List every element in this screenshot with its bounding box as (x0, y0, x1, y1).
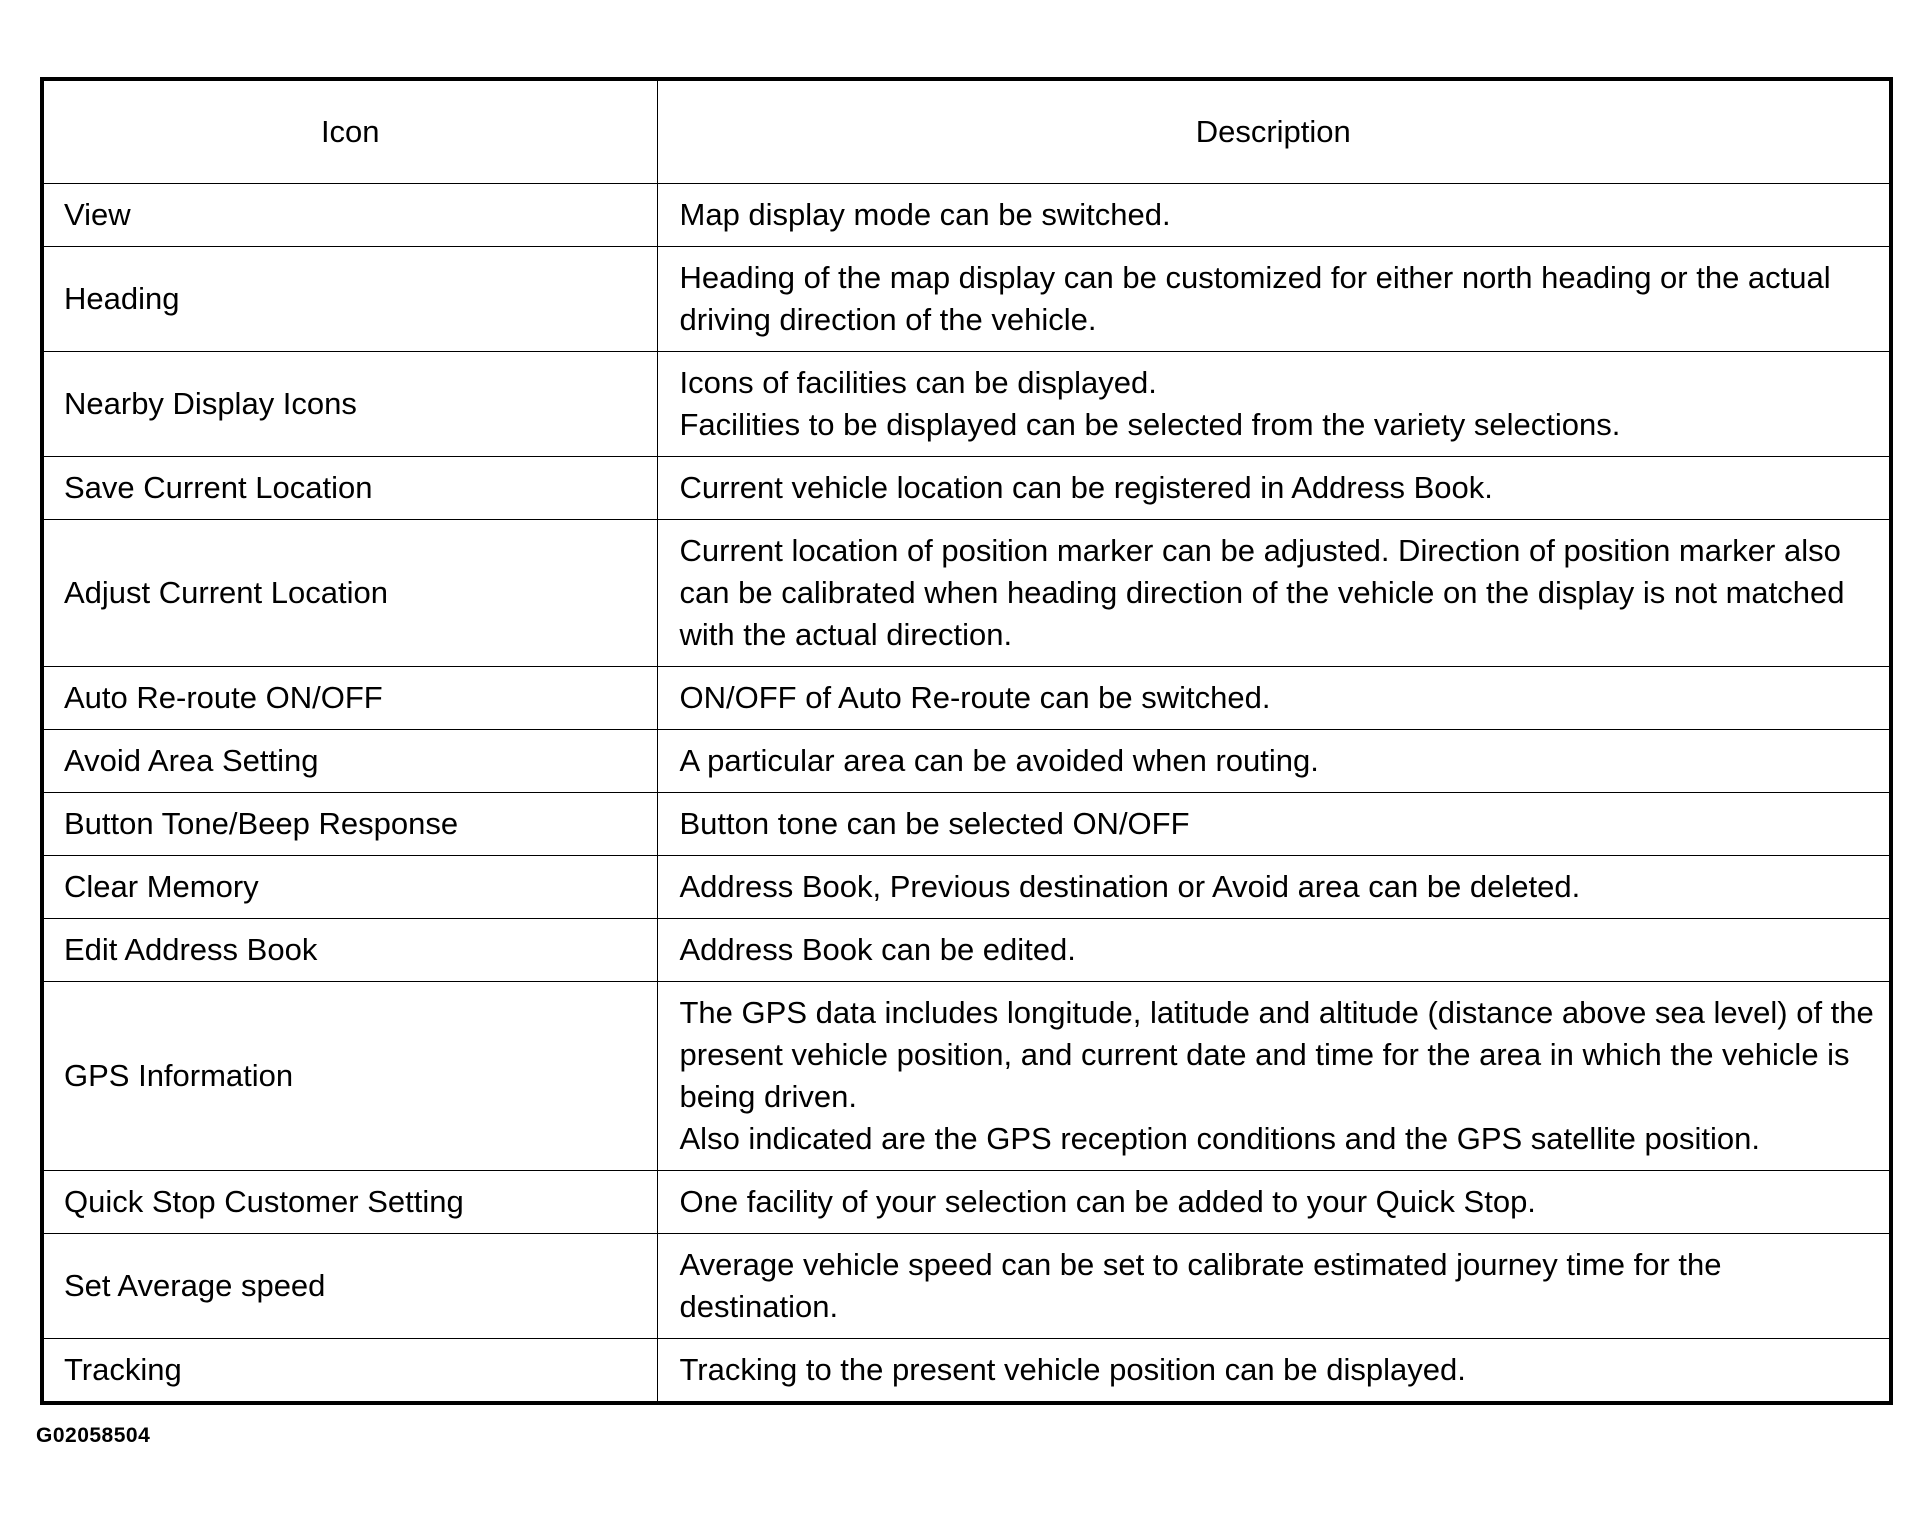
description-line: Facilities to be displayed can be selected from the variety selections. (679, 406, 1621, 442)
table-row (42, 1338, 1891, 1403)
row-description (657, 1338, 1891, 1403)
description-line: Current location of position marker can be adjusted. Direction of position marker also can be calibrated when heading direction of the vehicle on the display is not matched with the actual direction. (679, 532, 1845, 652)
description-line: Current vehicle location can be registered in Address Book. (679, 469, 1493, 505)
row-icon-name: View (42, 183, 657, 246)
table-body (42, 183, 1891, 1403)
row-icon-name: Heading (42, 246, 657, 351)
table-row (42, 456, 1891, 519)
row-description (657, 855, 1891, 918)
header-icon: Icon (42, 79, 657, 183)
table-row (42, 519, 1891, 666)
row-icon-name: Tracking (42, 1338, 657, 1403)
row-description (657, 519, 1891, 666)
row-icon-name: Nearby Display Icons (42, 351, 657, 456)
row-description (657, 246, 1891, 351)
description-line: Tracking to the present vehicle position can be displayed. (679, 1351, 1466, 1387)
description-line: A particular area can be avoided when routing. (679, 742, 1319, 778)
table-row (42, 729, 1891, 792)
row-description (657, 666, 1891, 729)
table-row (42, 855, 1891, 918)
row-icon-name: Adjust Current Location (42, 519, 657, 666)
description-line: ON/OFF of Auto Re-route can be switched. (679, 679, 1271, 715)
row-icon-name: GPS Information (42, 981, 657, 1170)
table-row (42, 351, 1891, 456)
table-row (42, 1233, 1891, 1338)
table-row (42, 666, 1891, 729)
row-description (657, 918, 1891, 981)
description-line: Average vehicle speed can be set to calibrate estimated journey time for the destination. (679, 1246, 1722, 1324)
row-description (657, 183, 1891, 246)
row-icon-name: Set Average speed (42, 1233, 657, 1338)
description-line: The GPS data includes longitude, latitude and altitude (distance above sea level) of the present vehicle position, and current date and time for the area in which the vehicle is being driven. (679, 994, 1874, 1114)
table-row (42, 183, 1891, 246)
description-line: Address Book, Previous destination or Avoid area can be deleted. (679, 868, 1581, 904)
row-icon-name: Button Tone/Beep Response (42, 792, 657, 855)
header-description: Description (657, 79, 1891, 183)
row-description (657, 1233, 1891, 1338)
description-line: One facility of your selection can be added to your Quick Stop. (679, 1183, 1536, 1219)
row-description (657, 792, 1891, 855)
table-row (42, 918, 1891, 981)
table-row (42, 792, 1891, 855)
table-row (42, 1170, 1891, 1233)
row-icon-name: Avoid Area Setting (42, 729, 657, 792)
description-line: Button tone can be selected ON/OFF (679, 805, 1190, 841)
row-icon-name: Auto Re-route ON/OFF (42, 666, 657, 729)
table-row (42, 246, 1891, 351)
table-header-row (42, 79, 1891, 183)
row-description (657, 1170, 1891, 1233)
description-line: Icons of facilities can be displayed. (679, 364, 1157, 400)
row-icon-name: Clear Memory (42, 855, 657, 918)
row-description (657, 456, 1891, 519)
row-description (657, 981, 1891, 1170)
row-icon-name: Quick Stop Customer Setting (42, 1170, 657, 1233)
table-row (42, 981, 1891, 1170)
description-line: Address Book can be edited. (679, 931, 1076, 967)
description-line: Also indicated are the GPS reception conditions and the GPS satellite position. (679, 1120, 1760, 1156)
row-description (657, 729, 1891, 792)
row-icon-name: Save Current Location (42, 456, 657, 519)
figure-id: G02058504 (36, 1424, 151, 1447)
description-line: Map display mode can be switched. (679, 196, 1171, 232)
row-icon-name: Edit Address Book (42, 918, 657, 981)
description-line: Heading of the map display can be customized for either north heading or the actual driving direction of the vehicle. (679, 259, 1831, 337)
icon-description-table (40, 77, 1893, 1405)
row-description (657, 351, 1891, 456)
